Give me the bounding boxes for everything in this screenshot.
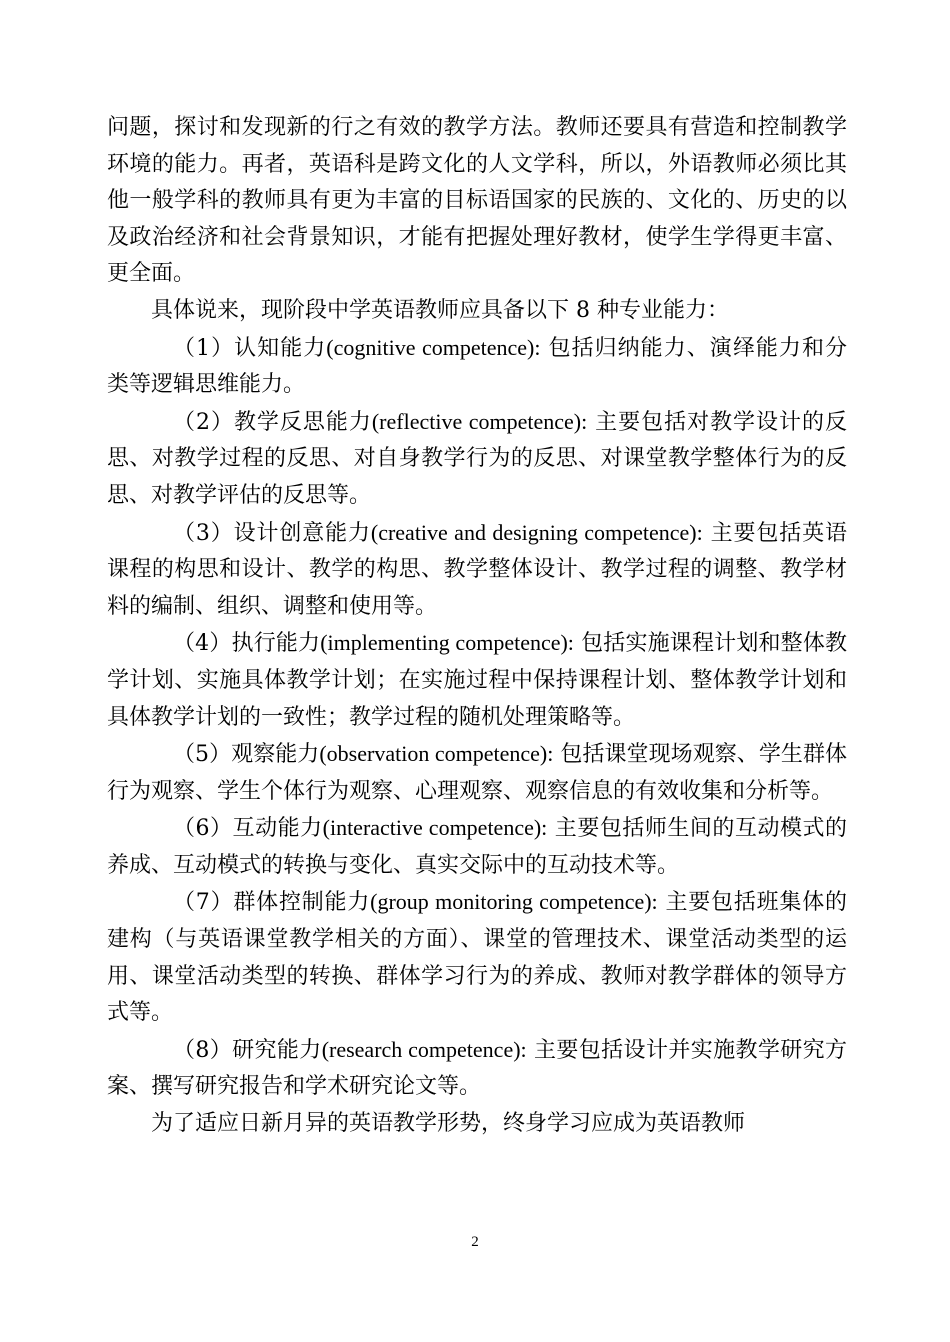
competence-item-implementing bbox=[107, 625, 847, 736]
competence-name-en: (interactive competence): bbox=[322, 815, 548, 841]
competence-description: 主要包括师生间的互动模式的养成、互动模式的转换与变化、真实交际中的互动技术等。 bbox=[107, 816, 847, 878]
competence-name-en: (cognitive competence): bbox=[326, 334, 541, 360]
competence-number: （1） bbox=[173, 335, 235, 361]
competence-description: 主要包括对教学设计的反思、对教学过程的反思、对自身教学行为的反思、对课堂教学整体行为的反思、对教学评估的反思等。 bbox=[107, 409, 847, 508]
competence-number: （4） bbox=[173, 631, 232, 657]
competence-name-cn: 认知能力 bbox=[234, 335, 327, 361]
paragraph-intro-continued: 问题，探讨和发现新的行之有效的教学方法。教师还要具有营造和控制教学环境的能力。再者，英语科是跨文化的人文学科，所以，外语教师必须比其他一般学科的教师具有更为丰富的目标语国家的民族的、文化的、历史的以及政治经济和社会背景知识，才能有把握处理好教材，使学生学得更丰富、更全面。 bbox=[107, 115, 847, 287]
competence-name-cn: 观察能力 bbox=[231, 742, 320, 768]
competence-name-en: (creative and designing competence): bbox=[370, 519, 703, 545]
page-number: 2 bbox=[471, 1234, 479, 1250]
competence-number: （2） bbox=[173, 409, 234, 435]
paragraph-eight-competences-intro: 具体说来，现阶段中学英语教师应具备以下 8 种专业能力： bbox=[151, 297, 729, 323]
competence-name-en: (group monitoring competence): bbox=[370, 889, 658, 915]
competence-description: 包括课堂现场观察、学生群体行为观察、学生个体行为观察、心理观察、观察信息的有效收集和分析等。 bbox=[107, 742, 847, 804]
competence-number: （3） bbox=[173, 520, 234, 546]
competence-item-observation bbox=[107, 736, 847, 810]
competence-name-cn: 设计创意能力 bbox=[233, 520, 371, 546]
competence-name-cn: 研究能力 bbox=[232, 1037, 322, 1063]
competence-number: （5） bbox=[173, 742, 232, 768]
competence-item-group-monitoring bbox=[107, 884, 847, 1031]
competence-name-en: (observation competence): bbox=[319, 741, 554, 767]
competence-number: （8） bbox=[173, 1037, 233, 1063]
competence-item-interactive bbox=[107, 810, 847, 884]
competence-number: （7） bbox=[173, 890, 234, 916]
competence-name-cn: 群体控制能力 bbox=[233, 890, 371, 916]
competence-name-cn: 教学反思能力 bbox=[233, 409, 372, 435]
competence-description: 包括实施课程计划和整体教学计划、实施具体教学计划；在实施过程中保持课程计划、整体教学计划和具体教学计划的一致性；教学过程的随机处理策略等。 bbox=[107, 631, 848, 730]
competence-name-cn: 执行能力 bbox=[231, 631, 321, 657]
competence-name-en: (implementing competence): bbox=[320, 630, 574, 656]
competence-name-cn: 互动能力 bbox=[232, 816, 323, 842]
competence-number: （6） bbox=[173, 816, 233, 842]
competence-description: 主要包括设计并实施教学研究方案、撰写研究报告和学术研究论文等。 bbox=[107, 1037, 847, 1100]
competence-item-cognitive bbox=[107, 330, 847, 404]
competence-item-research bbox=[107, 1032, 847, 1106]
competence-description: 主要包括英语课程的构思和设计、教学的构思、教学整体设计、教学过程的调整、教学材料的编制、组织、调整和使用等。 bbox=[107, 520, 847, 619]
paragraph-closing: 为了适应日新月异的英语教学形势，终身学习应成为英语教师 bbox=[151, 1111, 746, 1137]
competence-item-creative bbox=[107, 515, 847, 626]
body-text bbox=[107, 110, 847, 1143]
competence-description: 主要包括班集体的建构（与英语课堂教学相关的方面）、课堂的管理技术、课堂活动类型的运用、课堂活动类型的转换、群体学习行为的养成、教师对教学群体的领导方式等。 bbox=[107, 890, 847, 1026]
competence-item-reflective bbox=[107, 404, 847, 515]
competence-name-en: (research competence): bbox=[321, 1036, 527, 1062]
competence-description: 包括归纳能力、演绎能力和分类等逻辑思维能力。 bbox=[107, 335, 847, 398]
competence-name-en: (reflective competence): bbox=[371, 408, 588, 434]
